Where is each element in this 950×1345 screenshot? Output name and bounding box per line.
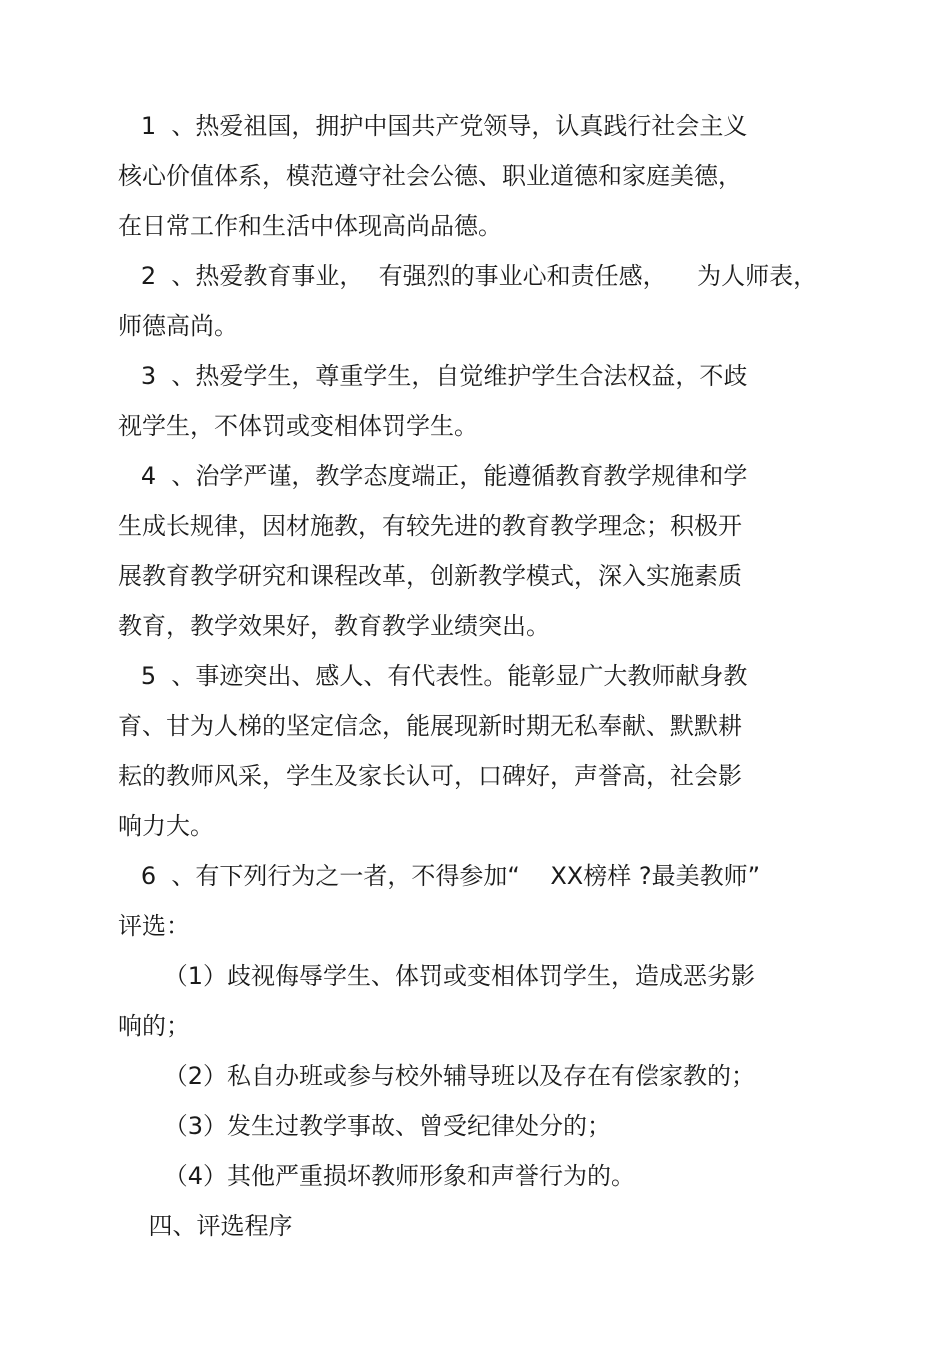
section-heading: 四、评选程序 (118, 1212, 293, 1240)
text-line: 育、甘为人梯的坚定信念，能展现新时期无私奉献、默默耕 (118, 712, 742, 740)
text-line: 5 、事迹突出、感人、有代表性。能彰显广大教师献身教 (118, 662, 748, 690)
text-line: 2 、热爱教育事业， 有强烈的事业心和责任感， 为人师表， (118, 262, 818, 290)
text-line: 耘的教师风采，学生及家长认可，口碑好，声誉高，社会影 (118, 762, 742, 790)
text-line: 评选： (118, 912, 190, 940)
text-line: 生成长规律，因材施教，有较先进的教育教学理念；积极开 (118, 512, 742, 540)
text-line: 3 、热爱学生，尊重学生，自觉维护学生合法权益，不歧 (118, 362, 748, 390)
text-line: 响的； (118, 1012, 190, 1040)
text-line: 1 、热爱祖国，拥护中国共产党领导，认真践行社会主义 (118, 112, 748, 140)
text-line: 师德高尚。 (118, 312, 238, 340)
text-line: 教育，教学效果好，教育教学业绩突出。 (118, 612, 550, 640)
text-line: 响力大。 (118, 812, 214, 840)
text-line: 视学生，不体罚或变相体罚学生。 (118, 412, 478, 440)
text-line: （2）私自办班或参与校外辅导班以及存在有偿家教的； (118, 1062, 756, 1090)
text-line: 在日常工作和生活中体现高尚品德。 (118, 212, 502, 240)
text-line: （1）歧视侮辱学生、体罚或变相体罚学生，造成恶劣影 (118, 962, 756, 990)
text-line: （3）发生过教学事故、曾受纪律处分的； (118, 1112, 612, 1140)
text-line: 4 、治学严谨，教学态度端正，能遵循教育教学规律和学 (118, 462, 748, 490)
text-line: 核心价值体系，模范遵守社会公德、职业道德和家庭美德， (118, 162, 742, 190)
text-line: （4）其他严重损坏教师形象和声誉行为的。 (118, 1162, 636, 1190)
text-line: 6 、有下列行为之一者，不得参加“ XX榜样 ?最美教师” (118, 862, 761, 890)
text-line: 展教育教学研究和课程改革，创新教学模式，深入实施素质 (118, 562, 742, 590)
